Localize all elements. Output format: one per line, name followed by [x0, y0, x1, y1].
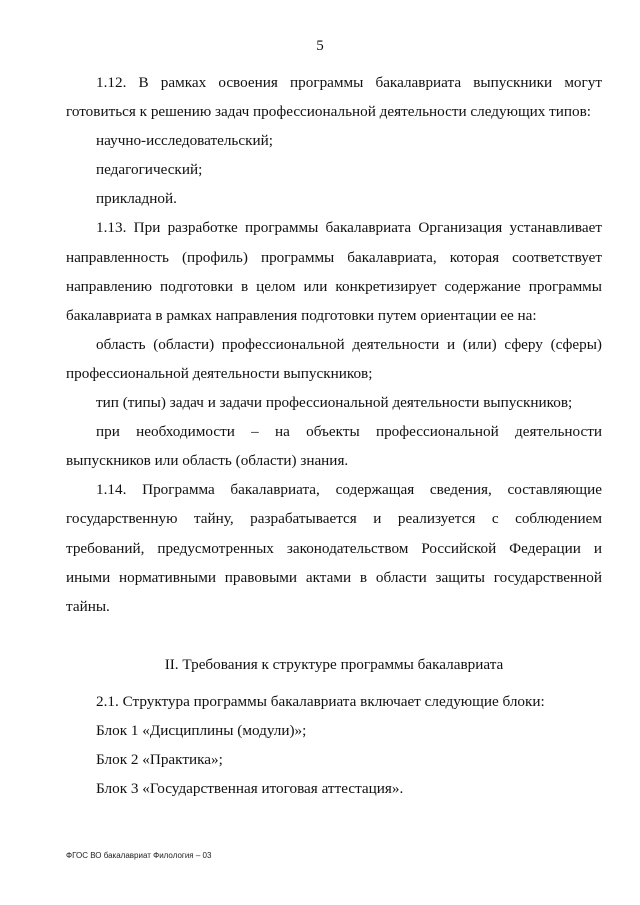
- paragraph-1-14: 1.14. Программа бакалавриата, содержащая сведения, составляющие государственную тайну, разрабатывается и реализуется с соблюдением требований, предусмотренных законодательством Российской Федерации и иными нормативными правовыми актами в области защиты государственной тайны.: [66, 481, 602, 615]
- block-3-item: Блок 3 «Государственная итоговая аттестация».: [96, 780, 404, 798]
- list-item-pedagogical: педагогический;: [96, 161, 203, 179]
- list-item-applied: прикладной.: [96, 190, 177, 208]
- document-body: [66, 68, 602, 803]
- paragraph-2-1: 2.1. Структура программы бакалавриата включает следующие блоки:: [96, 692, 545, 710]
- paragraph-1-13: 1.13. При разработке программы бакалавриата Организация устанавливает направленность (профиль) программы бакалавриата, которая соответствует направлению подготовки в целом или конкретизирует содержание программы бакалавриата в рамках направления подготовки путем ориентации ее на:: [66, 219, 602, 324]
- footer-note: ФГОС ВО бакалавриат Филология – 03: [66, 851, 212, 860]
- block-2-item: Блок 2 «Практика»;: [96, 751, 223, 769]
- block-1-item: Блок 1 «Дисциплины (модули)»;: [96, 721, 307, 739]
- list-item-task-types: тип (типы) задач и задачи профессиональной деятельности выпускников;: [96, 394, 573, 412]
- list-item-professional-area: область (области) профессиональной деятельности и (или) сферу (сферы) профессиональной деятельности выпускников;: [66, 335, 602, 382]
- section-heading: II. Требования к структуре программы бакалавриата: [164, 655, 504, 673]
- list-item-research: научно-исследовательский;: [96, 132, 273, 150]
- list-item-objects: при необходимости – на объекты профессиональной деятельности выпускников или область (области) знания.: [66, 423, 602, 470]
- paragraph-1-12: 1.12. В рамках освоения программы бакалавриата выпускники могут готовиться к решению задач профессиональной деятельности следующих типов:: [66, 74, 602, 121]
- page-number: 5: [316, 38, 324, 54]
